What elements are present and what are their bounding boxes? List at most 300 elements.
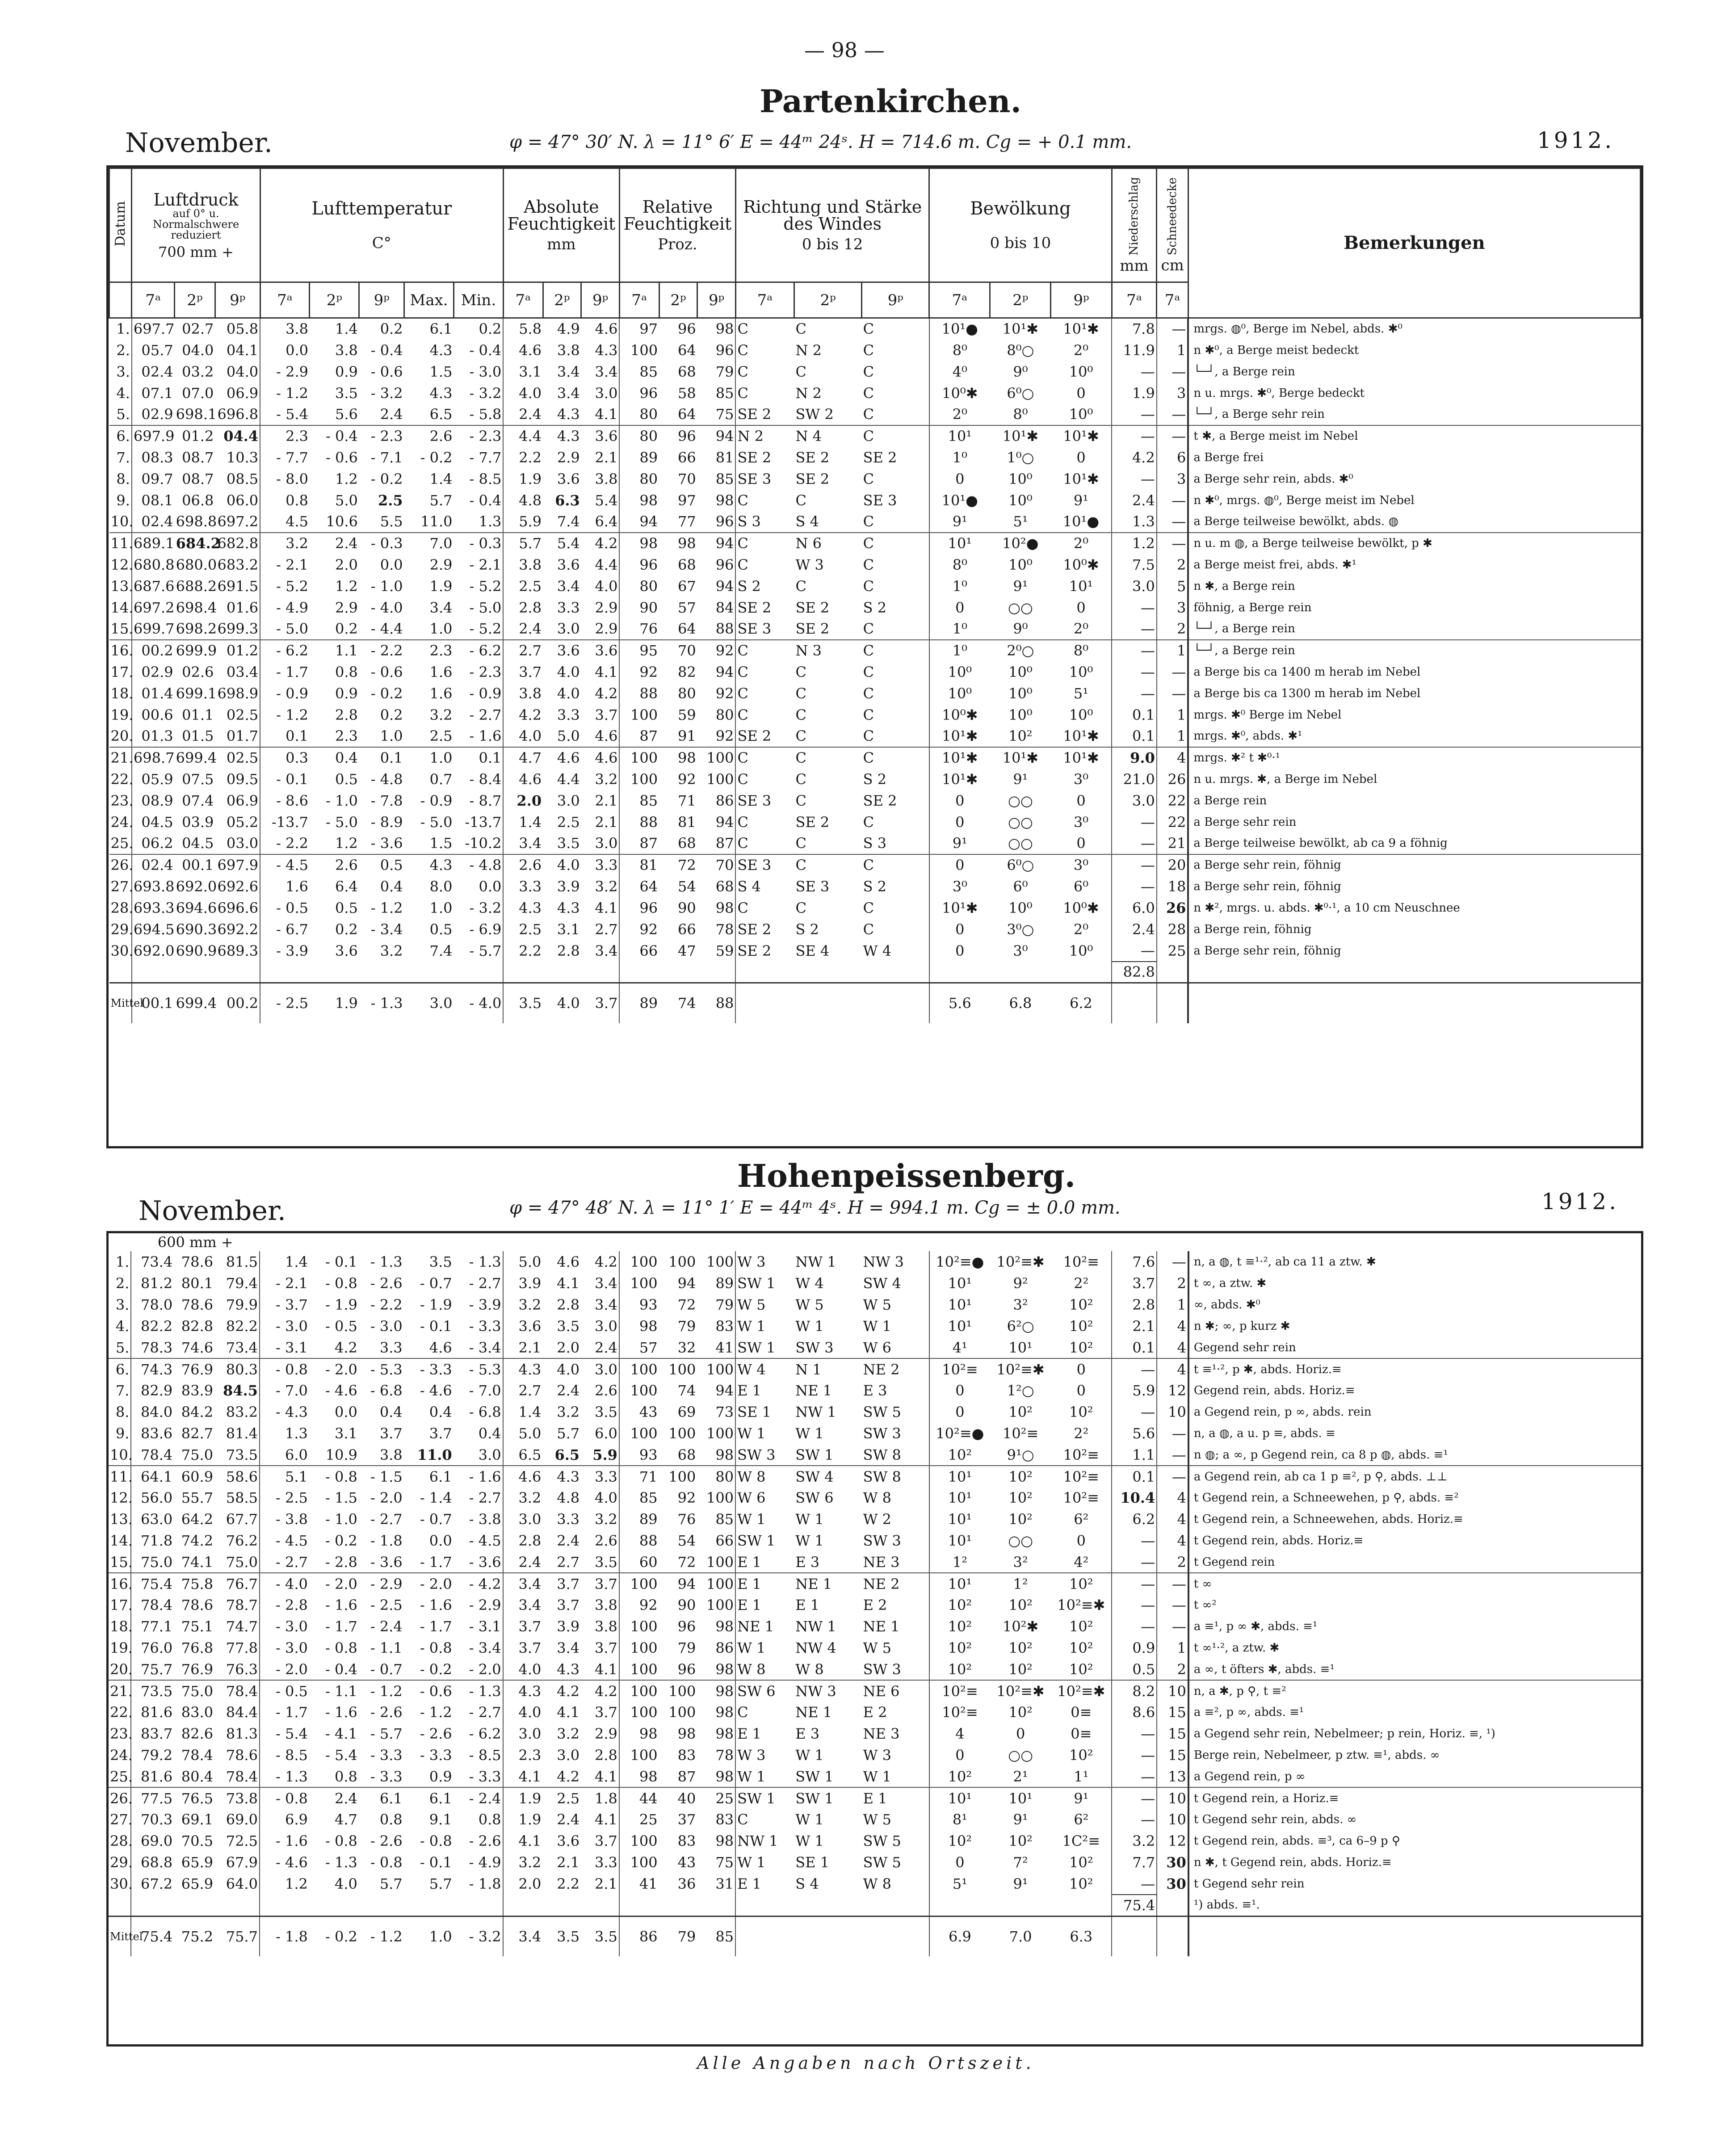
value-cell: 100: [706, 1553, 734, 1571]
table-row: [109, 1830, 1641, 1852]
table-row: [109, 1659, 1641, 1680]
value-cell: 04.5: [182, 835, 214, 852]
table-row: [109, 640, 1641, 661]
wind-cell: NW 1: [795, 1618, 836, 1635]
value-cell: 4.3: [557, 406, 580, 423]
header-bewoelkung: Bewölkung 0 bis 10: [929, 168, 1112, 282]
value-cell: 3.7: [594, 1832, 617, 1849]
value-cell: 0.0: [429, 1532, 452, 1549]
value-cell: - 1.1: [309, 1680, 359, 1702]
value-cell: 81.3: [226, 1725, 258, 1742]
remarks-cell: a Gegend rein, ab ca 1 p ≡², p ⚲, abds. ⊥⊥: [1188, 1466, 1641, 1487]
value-cell: 76.8: [181, 1639, 214, 1656]
value-cell: 3.1: [334, 1425, 357, 1442]
value-cell: 694.5: [132, 919, 175, 940]
value-cell: - 6.2: [469, 1725, 501, 1742]
wind-cell: C: [795, 706, 806, 723]
wind-cell: C: [863, 727, 874, 744]
value-cell: 68: [715, 878, 734, 895]
value-cell: 76: [677, 1511, 696, 1528]
value-cell: 57: [619, 1337, 659, 1358]
value-cell: 58: [678, 384, 696, 402]
value-cell: - 2.0: [309, 1573, 359, 1594]
remarks-cell: mrgs. ✱⁰, abds. ✱¹: [1188, 726, 1640, 747]
value-cell: 82.2: [226, 1318, 258, 1335]
cloud-cell: 10¹✱: [1051, 747, 1112, 769]
remarks-cell: mrgs. ✱⁰ Berge im Nebel: [1188, 704, 1640, 726]
value-cell: 2.6: [503, 854, 543, 876]
value-cell: - 1.0: [325, 792, 358, 809]
day-cell: 6.: [109, 425, 132, 447]
wind-cell: SE 2: [735, 404, 794, 425]
remarks-cell: a Berge sehr rein, abds. ✱⁰: [1188, 468, 1640, 490]
value-cell: 6.0: [260, 1444, 309, 1466]
value-cell: 0.9: [335, 685, 358, 702]
value-cell: - 2.2: [370, 1296, 403, 1313]
value-cell: 98: [619, 533, 659, 554]
value-cell: 1: [1157, 1637, 1188, 1659]
wind-cell: SE 3: [735, 790, 794, 811]
value-cell: 12: [1157, 1830, 1188, 1852]
value-cell: - 0.7: [420, 1511, 452, 1528]
value-cell: 96: [619, 554, 659, 576]
table-row: [109, 1594, 1641, 1616]
table-row: [109, 1444, 1641, 1466]
value-cell: 699.4: [175, 747, 215, 769]
wind-cell: SW 3: [795, 1339, 834, 1356]
value-cell: 692.0: [132, 940, 175, 962]
wind-cell: W 3: [735, 1744, 794, 1766]
remarks-cell: föhnig, a Berge rein: [1188, 597, 1640, 618]
value-cell: 67.2: [131, 1873, 174, 1895]
day-cell: 20.: [110, 727, 134, 744]
remarks-cell: n u. mrgs. ✱⁰, Berge bedeckt: [1188, 382, 1640, 404]
mean-cell: 6.9: [929, 1916, 990, 1956]
value-cell: 3.8: [503, 554, 543, 576]
cloud-cell: 10⁰: [1069, 663, 1093, 681]
cloud-cell: 10¹✱: [1002, 320, 1039, 338]
remarks-cell: a Gegend rein, p ∞: [1188, 1766, 1641, 1787]
wind-cell: C: [735, 769, 794, 790]
value-cell: 78.4: [131, 1444, 174, 1466]
value-cell: 4.1: [594, 1660, 617, 1678]
value-cell: 81.2: [131, 1273, 174, 1294]
cloud-cell: 10²: [1069, 1854, 1093, 1871]
value-cell: 5.9: [1112, 1380, 1157, 1401]
value-cell: 6.5: [503, 1444, 543, 1466]
value-cell: 96: [715, 341, 734, 359]
value-cell: - 3.0: [260, 1315, 309, 1337]
value-cell: 75.0: [226, 1553, 258, 1571]
value-cell: - 3.2: [370, 384, 403, 402]
mean-label: Mittel: [109, 1916, 131, 1956]
cloud-cell: 10²: [990, 1466, 1051, 1487]
cloud-cell: 10¹✱: [1051, 425, 1112, 447]
value-cell: - 5.0: [325, 813, 358, 831]
value-cell: 74.3: [131, 1358, 174, 1380]
wind-cell: SE 3: [735, 854, 794, 876]
value-cell: - 2.1: [260, 554, 310, 576]
value-cell: 1.6: [429, 685, 453, 702]
value-cell: 82.2: [131, 1315, 174, 1337]
table-row: [109, 1809, 1641, 1830]
mean-cell: 00.1: [132, 983, 175, 1023]
value-cell: 1.9: [503, 468, 543, 490]
value-cell: - 2.7: [469, 1489, 501, 1506]
value-cell: 2.5: [542, 1787, 581, 1809]
cloud-cell: 8⁰: [929, 340, 990, 361]
wind-cell: N 4: [794, 425, 861, 447]
value-cell: —: [1157, 490, 1188, 511]
table-row: [109, 1787, 1641, 1809]
remarks-cell: mrgs. ✱² t ✱⁰·¹: [1188, 747, 1640, 769]
cloud-cell: 5¹: [929, 1873, 990, 1895]
day-cell: 18.: [110, 685, 134, 702]
day-cell: 10.: [110, 1446, 133, 1463]
value-cell: 2.1: [1112, 1315, 1157, 1337]
mean-cell: - 2.5: [260, 983, 310, 1023]
value-cell: 64: [678, 341, 696, 359]
value-cell: 4: [1157, 1509, 1188, 1530]
value-cell: 10: [1157, 1787, 1188, 1809]
wind-cell: C: [863, 341, 874, 359]
value-cell: 70.3: [131, 1809, 174, 1830]
value-cell: 40: [659, 1787, 697, 1809]
value-cell: - 6.9: [469, 920, 502, 938]
value-cell: 3.5: [557, 835, 580, 852]
cloud-cell: 10²≡: [1063, 1446, 1099, 1463]
wind-cell: NW 1: [795, 1404, 836, 1421]
table-row: [109, 854, 1641, 876]
wind-cell: E 1: [735, 1873, 794, 1895]
wind-cell: W 1: [795, 1532, 824, 1549]
value-cell: 92: [619, 1594, 659, 1616]
wind-cell: SE 2: [735, 597, 794, 618]
mean-cell: [1157, 1916, 1188, 1956]
value-cell: 74.6: [181, 1339, 214, 1356]
value-cell: - 1.0: [325, 1511, 357, 1528]
value-cell: 4.0: [503, 382, 543, 404]
value-cell: 698.7: [132, 747, 175, 769]
value-cell: 22: [1157, 811, 1188, 833]
value-cell: 3: [1157, 382, 1188, 404]
value-cell: - 0.4: [469, 492, 502, 509]
value-cell: 3.5: [335, 384, 358, 402]
cloud-cell: 10²: [1069, 1660, 1093, 1678]
value-cell: 4.3: [429, 341, 453, 359]
value-cell: 83.7: [131, 1723, 174, 1744]
mean-cell: - 4.0: [453, 983, 503, 1023]
wind-cell: C: [795, 577, 806, 595]
value-cell: 26: [1157, 897, 1188, 919]
value-cell: 0.1: [453, 747, 503, 769]
value-cell: 85: [715, 384, 734, 402]
value-cell: 100: [619, 747, 659, 769]
mean-cell: 00.2: [215, 983, 260, 1023]
mean-cell: 699.4: [175, 983, 215, 1023]
value-cell: 98: [715, 1446, 734, 1463]
footer-note: Alle Angaben nach Ortszeit.: [697, 2053, 1035, 2073]
value-cell: 5.7: [557, 1425, 580, 1442]
cloud-cell: ○○: [1008, 1532, 1033, 1549]
value-cell: 1.2: [335, 835, 358, 852]
wind-cell: N 1: [794, 1358, 861, 1380]
cloud-cell: 0: [1076, 449, 1086, 466]
value-cell: 3.2: [1112, 1830, 1157, 1852]
day-cell: 21.: [109, 747, 132, 769]
header-lufttemperatur: Lufttemperatur C°: [260, 168, 503, 282]
value-cell: 02.4: [132, 361, 175, 382]
value-cell: 100: [697, 1358, 735, 1380]
value-cell: 4.1: [503, 1830, 543, 1852]
table-row: [109, 318, 1641, 340]
wind-cell: C: [794, 854, 861, 876]
value-cell: 84.5: [223, 1382, 258, 1399]
value-cell: —: [1112, 1358, 1157, 1380]
wind-cell: S 4: [735, 876, 794, 897]
cloud-cell: 1⁰: [929, 618, 990, 640]
cloud-cell: 10²: [929, 1444, 990, 1466]
value-cell: 4.3: [595, 341, 618, 359]
value-cell: 5.7: [429, 492, 453, 509]
value-cell: 2.0: [503, 790, 543, 811]
value-cell: 71.8: [131, 1530, 174, 1551]
table-row: [109, 554, 1641, 576]
value-cell: 25: [1157, 940, 1188, 962]
value-cell: 2.7: [595, 920, 618, 938]
day-cell: 11.: [109, 1466, 131, 1487]
value-cell: 80: [619, 425, 659, 447]
value-cell: - 8.9: [370, 813, 403, 831]
value-cell: - 4.8: [453, 854, 503, 876]
value-cell: 76.3: [226, 1660, 258, 1678]
value-cell: 5.0: [557, 727, 580, 744]
value-cell: 75.0: [174, 1680, 214, 1702]
value-cell: 4.0: [503, 1702, 543, 1723]
remarks-cell: Gegend sehr rein: [1188, 1337, 1641, 1358]
value-cell: - 1.2: [260, 704, 310, 726]
value-cell: 77.5: [131, 1787, 174, 1809]
value-cell: 1.0: [380, 727, 403, 744]
wind-cell: SW 3: [863, 1425, 901, 1442]
value-cell: - 0.9: [469, 685, 502, 702]
cloud-cell: 9¹: [1013, 770, 1028, 788]
value-cell: 06.9: [226, 384, 259, 402]
precip-sum: 82.8: [1112, 962, 1157, 983]
value-cell: 96: [715, 513, 734, 530]
value-cell: 4.3: [557, 899, 580, 916]
value-cell: 3.3: [557, 706, 580, 723]
value-cell: 0.0: [334, 1404, 357, 1421]
value-cell: 100: [619, 1852, 659, 1873]
value-cell: 04.0: [226, 363, 259, 380]
cloud-cell: 2²: [1074, 1275, 1089, 1292]
cloud-cell: 10²: [929, 1766, 990, 1787]
wind-cell: W 1: [735, 1852, 794, 1873]
value-cell: 0.2: [380, 706, 403, 723]
value-cell: 6.1: [404, 1466, 453, 1487]
value-cell: - 0.1: [325, 1253, 357, 1270]
value-cell: 01.3: [132, 726, 175, 747]
value-cell: 0.7: [429, 770, 453, 788]
cloud-cell: 10⁰: [1008, 663, 1033, 681]
value-cell: 6.1: [429, 320, 453, 338]
value-cell: - 7.0: [260, 1380, 309, 1401]
value-cell: —: [1112, 618, 1157, 640]
value-cell: 698.1: [176, 406, 217, 423]
value-cell: 98: [619, 1723, 659, 1744]
value-cell: 3.0: [1112, 790, 1157, 811]
cloud-cell: 9⁰: [1013, 620, 1028, 637]
wind-cell: C: [735, 490, 794, 511]
value-cell: 15: [1157, 1723, 1188, 1744]
value-cell: - 8.0: [260, 468, 310, 490]
value-cell: 4.2: [581, 533, 620, 554]
value-cell: - 5.4: [260, 1723, 309, 1744]
mean-cell: [735, 1916, 794, 1956]
wind-cell: C: [795, 492, 806, 509]
day-cell: 17.: [110, 1597, 133, 1614]
value-cell: 3.7: [1112, 1273, 1157, 1294]
day-cell: 5.: [115, 1339, 130, 1356]
value-cell: 76.0: [131, 1637, 174, 1659]
value-cell: 4.2: [334, 1339, 357, 1356]
wind-cell: C: [735, 318, 794, 340]
value-cell: 5.0: [503, 1251, 543, 1273]
cloud-cell: 6⁰: [1073, 878, 1089, 895]
cloud-cell: 1C²≡: [1062, 1832, 1100, 1849]
day-cell: 28.: [110, 1832, 133, 1849]
value-cell: 8.2: [1112, 1680, 1157, 1702]
wind-cell: E 1: [862, 1787, 929, 1809]
wind-cell: S 2: [863, 878, 887, 895]
cloud-cell: 4: [929, 1723, 990, 1744]
value-cell: 00.1: [175, 854, 215, 876]
table-row: [109, 447, 1641, 468]
value-cell: 66: [678, 449, 696, 466]
value-cell: —: [1157, 1573, 1188, 1594]
value-cell: - 0.8: [325, 1275, 357, 1292]
value-cell: 09.7: [132, 468, 175, 490]
value-cell: 3.7: [542, 1573, 581, 1594]
wind-cell: C: [863, 663, 874, 681]
wind-cell: W 1: [735, 1766, 794, 1787]
value-cell: 83: [677, 1832, 696, 1849]
wind-cell: C: [863, 513, 874, 530]
partenkirchen-table-frame: [106, 165, 1643, 1148]
value-cell: 02.4: [132, 511, 175, 533]
wind-cell: W 4: [735, 1358, 794, 1380]
cloud-cell: 10²●: [990, 533, 1051, 554]
value-cell: 54: [677, 1532, 696, 1549]
value-cell: 84.4: [226, 1704, 258, 1721]
wind-cell: SW 8: [863, 1446, 901, 1463]
table-row: [109, 1551, 1641, 1573]
value-cell: 76.7: [214, 1573, 260, 1594]
value-cell: 66: [619, 940, 659, 962]
value-cell: - 7.8: [370, 792, 403, 809]
wind-cell: W 1: [863, 1318, 891, 1335]
value-cell: 4.5: [260, 511, 310, 533]
value-cell: 2.1: [595, 449, 618, 466]
value-cell: 94: [715, 1382, 734, 1399]
value-cell: - 3.8: [469, 1511, 501, 1528]
value-cell: 2.4: [594, 1339, 617, 1356]
wind-cell: C: [863, 406, 874, 423]
value-cell: 3.4: [557, 1639, 580, 1656]
value-cell: 21: [1157, 833, 1188, 854]
value-cell: 1.4: [260, 1251, 309, 1273]
value-cell: - 8.4: [469, 770, 502, 788]
value-cell: - 2.0: [469, 1660, 501, 1678]
value-cell: - 3.4: [469, 1339, 501, 1356]
wind-cell: W 1: [795, 1747, 824, 1764]
value-cell: 80.1: [181, 1275, 214, 1292]
precip-sum-row: [109, 962, 1641, 983]
value-cell: 78.4: [181, 1747, 214, 1764]
wind-cell: W 2: [863, 1511, 891, 1528]
value-cell: - 0.8: [260, 1787, 309, 1809]
cloud-cell: 1²: [929, 1551, 990, 1573]
value-cell: 3.8: [594, 1597, 617, 1614]
wind-cell: SW 5: [863, 1832, 901, 1849]
table-row: [109, 468, 1641, 490]
cloud-cell: 10¹●: [929, 318, 990, 340]
value-cell: - 0.5: [325, 1318, 357, 1335]
cloud-cell: 0: [929, 1380, 990, 1401]
wind-cell: C: [735, 683, 794, 704]
day-cell: 29.: [110, 1854, 133, 1871]
value-cell: 2.0: [557, 1339, 580, 1356]
value-cell: 6.1: [404, 1787, 453, 1809]
table-row: [109, 1315, 1641, 1337]
value-cell: 07.4: [182, 792, 214, 809]
remarks-cell: t ∞: [1188, 1573, 1641, 1594]
value-cell: 08.7: [182, 470, 214, 488]
value-cell: 2.6: [310, 854, 359, 876]
wind-cell: SW 4: [794, 1466, 861, 1487]
remarks-cell: a Berge bis ca 1300 m herab im Nebel: [1188, 683, 1640, 704]
value-cell: 2.4: [380, 406, 403, 423]
value-cell: 2.1: [594, 1875, 617, 1892]
value-cell: - 4.5: [469, 1532, 501, 1549]
wind-cell: NE 1: [795, 1704, 832, 1721]
table-row: [109, 704, 1641, 726]
value-cell: - 2.2: [359, 640, 404, 661]
value-cell: 96: [677, 1660, 696, 1678]
value-cell: - 1.6: [469, 727, 502, 744]
value-cell: 100: [619, 1744, 659, 1766]
page-number: — 98 —: [804, 38, 885, 62]
value-cell: 78.6: [226, 1747, 258, 1764]
value-cell: —: [1112, 854, 1157, 876]
mean-cell: - 0.2: [309, 1916, 359, 1956]
value-cell: 88: [619, 811, 659, 833]
value-cell: 2.8: [557, 942, 580, 959]
value-cell: 59: [678, 706, 696, 723]
value-cell: 6.2: [1112, 1509, 1157, 1530]
cloud-cell: 10¹●: [929, 490, 990, 511]
value-cell: 3.5: [557, 1318, 580, 1335]
mean-cell: 6.8: [990, 983, 1051, 1023]
cloud-cell: 6²: [1074, 1811, 1089, 1828]
mean-label: Mittel: [109, 983, 132, 1023]
value-cell: 2.6: [594, 1532, 617, 1549]
wind-cell: C: [795, 770, 806, 788]
value-cell: 86: [715, 1639, 734, 1656]
value-cell: 100: [619, 1380, 659, 1401]
value-cell: 98: [715, 1618, 734, 1635]
